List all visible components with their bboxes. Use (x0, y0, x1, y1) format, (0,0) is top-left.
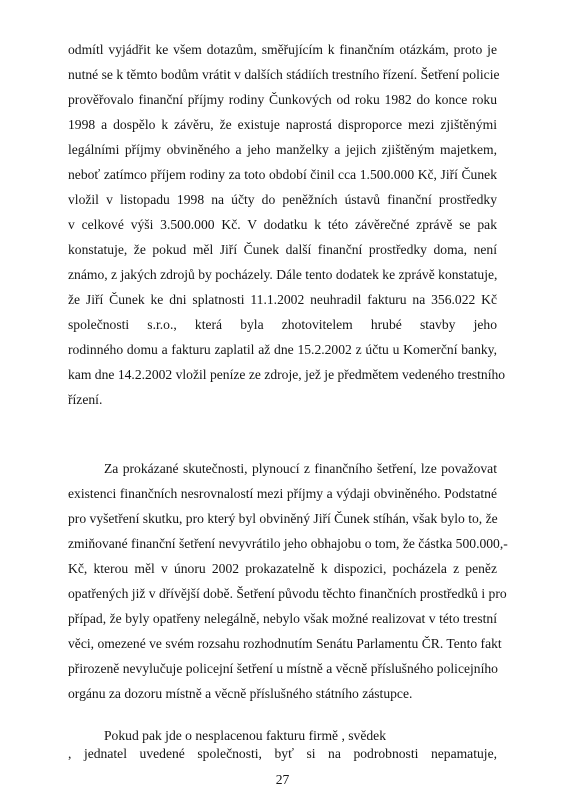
page-number: 27 (275, 772, 290, 787)
paragraph-1-line-2: nutné se k těmto bodům vrátit v dalších stádiích trestního řízení. Šetření policie (68, 67, 500, 82)
paragraph-2-line-1: Za prokázané skutečnosti, plynoucí z finančního šetření, lze považovat (104, 461, 497, 476)
paragraph-2-line-9: přirozeně nevylučuje policejní šetření u místně a věcně příslušného policejního (68, 661, 498, 676)
paragraph-2-line-2: existenci finančních nesrovnalostí mezi příjmy a výdaji obviněného. Podstatné (68, 486, 497, 501)
paragraph-2-line-10: orgánu za dozoru místně a věcně příslušného státního zástupce. (68, 686, 413, 701)
paragraph-1-line-5: legálními příjmy obviněného a jeho manželky a jejich zjištěným majetkem, (68, 142, 497, 157)
paragraph-1-line-13: rodinného domu a fakturu zaplatil až dne 15.2.2002 z účtu u Komerční banky, (68, 342, 497, 357)
paragraph-1-line-12: společnosti s.r.o., která byla zhotovitelem hrubé stavby jeho (68, 317, 497, 332)
paragraph-1-line-10: známo, z jakých zdrojů by pocházely. Dále tento dodatek ke zprávě konstatuje, (68, 267, 498, 282)
paragraph-2-line-7: případ, že byly opatřeny nelegálně, nebylo však možné realizovat v této trestní (68, 611, 497, 626)
paragraph-2-line-5: Kč, kterou měl v únoru 2002 prokazatelně k dispozici, pocházela z peněz (68, 561, 497, 576)
paragraph-2-line-4: zmiňované finanční šetření nevyvrátilo jeho obhajobu o tom, že částka 500.000,- (68, 536, 508, 551)
paragraph-2-line-8: věci, omezené ve svém rozsahu rozhodnutím Senátu Parlamentu ČR. Tento fakt (68, 636, 502, 651)
paragraph-3-line-2: , jednatel uvedené společnosti, byť si na podrobnosti nepamatuje, (68, 746, 497, 761)
paragraph-1-line-7: vložil v listopadu 1998 na účty do peněžních ústavů finanční prostředky (68, 192, 497, 207)
paragraph-1-line-3: prověřovalo finanční příjmy rodiny Čunkových od roku 1982 do konce roku (68, 92, 497, 107)
paragraph-3-line-1: Pokud pak jde o nesplacenou fakturu firmě , svědek (104, 728, 386, 743)
paragraph-1-line-8: v celkové výši 3.500.000 Kč. V dodatku k této závěrečné zprávě se pak (68, 217, 497, 232)
paragraph-1-line-4: 1998 a dospělo k závěru, že existuje naprostá disproporce mezi zjištěnými (68, 117, 497, 132)
paragraph-1-line-6: neboť zatímco příjem rodiny za toto období činil cca 1.500.000 Kč, Jiří Čunek (68, 167, 497, 182)
paragraph-2-line-6: opatřených již v dřívější době. Šetření původu těchto finančních prostředků i pro (68, 586, 507, 601)
paragraph-1-line-11: že Jiří Čunek ke dni splatnosti 11.1.2002 neuhradil fakturu na 356.022 Kč (68, 292, 497, 307)
paragraph-1-line-14: kam dne 14.2.2002 vložil peníze ze zdroje, jež je předmětem vedeného trestního (68, 367, 506, 382)
paragraph-1-line-1: odmítl vyjádřit ke všem dotazům, směřujícím k finančním otázkám, proto je (68, 42, 497, 57)
paragraph-1-line-15: řízení. (68, 392, 103, 407)
paragraph-1-line-9: konstatuje, že pokud měl Jiří Čunek další finanční prostředky doma, není (68, 242, 497, 257)
paragraph-2-line-3: pro vyšetření skutku, pro který byl obviněný Jiří Čunek stíhán, však bylo to, že (68, 511, 498, 526)
